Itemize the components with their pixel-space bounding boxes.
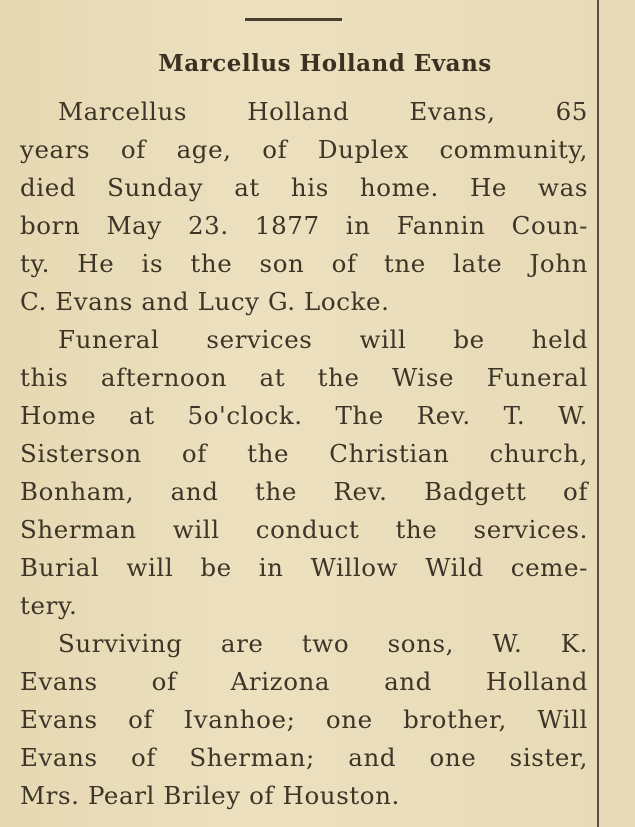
article-line: Sherman will conduct the services. bbox=[20, 515, 588, 544]
article-line: C. Evans and Lucy G. Locke. bbox=[20, 287, 390, 316]
article-line: Evans of Arizona and Holland bbox=[20, 667, 588, 696]
article-line: Sisterson of the Christian church, bbox=[20, 439, 588, 468]
article-line: Burial will be in Willow Wild ceme- bbox=[20, 553, 588, 582]
article-line: this afternoon at the Wise Funeral bbox=[20, 363, 588, 392]
article-line: born May 23. 1877 in Fannin Coun- bbox=[20, 211, 588, 240]
article-line: Mrs. Pearl Briley of Houston. bbox=[20, 781, 400, 810]
article-line: Evans of Ivanhoe; one brother, Will bbox=[20, 705, 588, 734]
article-line: Bonham, and the Rev. Badgett of bbox=[20, 477, 588, 506]
article-line: died Sunday at his home. He was bbox=[20, 173, 588, 202]
column-divider bbox=[597, 0, 599, 827]
article-line: Evans of Sherman; and one sister, bbox=[20, 743, 588, 772]
article-line: tery. bbox=[20, 591, 78, 620]
article-line: Home at 5o'clock. The Rev. T. W. bbox=[20, 401, 588, 430]
article-line: Surviving are two sons, W. K. bbox=[58, 629, 588, 658]
article-line: years of age, of Duplex community, bbox=[20, 135, 588, 164]
top-rule-divider bbox=[245, 18, 342, 21]
article-headline: Marcellus Holland Evans bbox=[158, 50, 492, 77]
article-line: Funeral services will be held bbox=[58, 325, 588, 354]
article-line: Marcellus Holland Evans, 65 bbox=[58, 97, 588, 126]
article-line: ty. He is the son of tne late John bbox=[20, 249, 588, 278]
